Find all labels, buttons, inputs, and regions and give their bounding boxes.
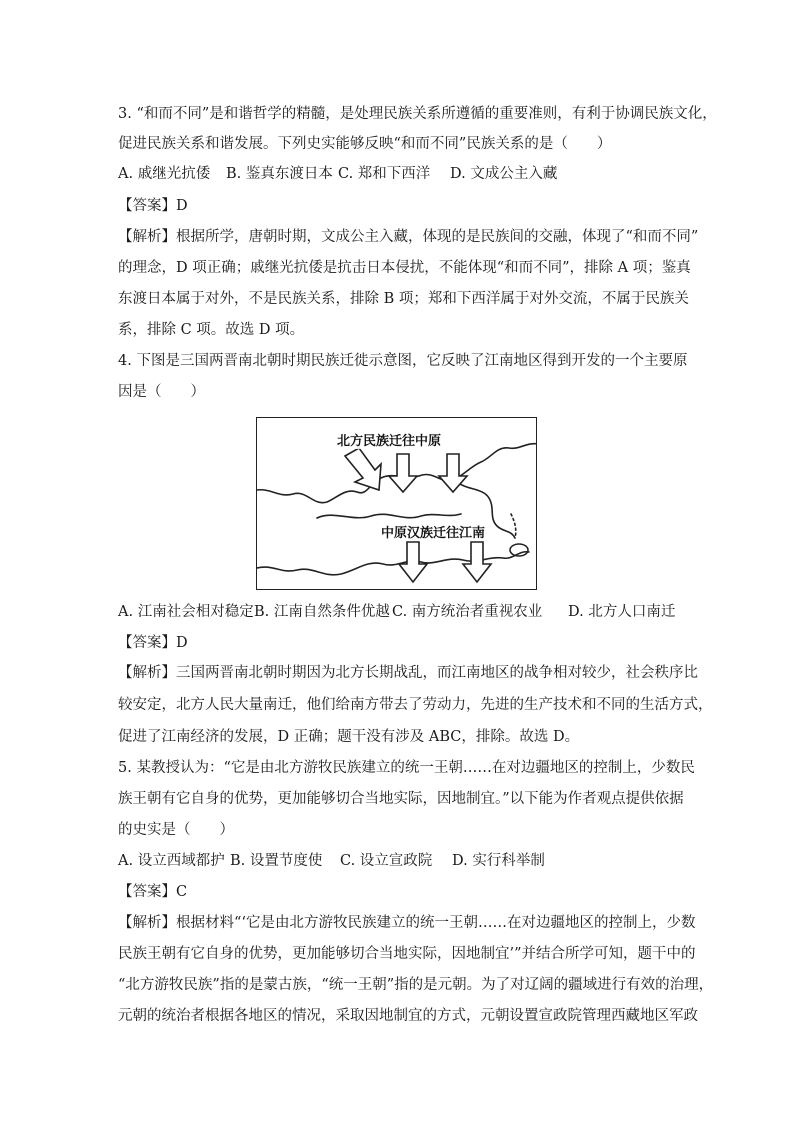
q5-stem-line-1: 5. 某教授认为：“它是由北方游牧民族建立的统一王朝……在对边疆地区的控制上，少数民 <box>118 760 695 776</box>
label-south-migration: 中原汉族迁往江南 <box>380 522 486 541</box>
q5-analysis-line-3: “北方游牧民族”指的是蒙古族，“统一王朝”指的是元朝。为了对辽阔的疆域进行有效的治理， <box>118 977 714 993</box>
q4-analysis-line-3: 促进了江南经济的发展，D 正确；题干没有涉及 ABC，排除。故选 D。 <box>118 729 580 745</box>
south-arrow-2 <box>463 542 491 582</box>
q4-stem-line-2: 因是（ ） <box>118 384 205 400</box>
q5-answer: 【答案】C <box>118 884 188 900</box>
q4-option-b: B. 江南自然条件优越 <box>254 604 390 620</box>
q3-answer: 【答案】D <box>118 198 188 214</box>
q3-option-b: B. 鉴真东渡日本 <box>226 166 333 182</box>
q4-option-d: D. 北方人口南迁 <box>568 604 676 620</box>
q5-option-a: A. 设立西域都护 <box>118 853 225 869</box>
q5-analysis-line-4: 元朝的统治者根据各地区的情况，采取因地制宜的方式，元朝设置宣政院管理西藏地区军政 <box>118 1008 698 1024</box>
north-arrow-2 <box>389 454 417 492</box>
q5-stem-line-2: 族王朝有它自身的优势，更加能够切合当地实际，因地制宜。”以下能为作者观点提供依据 <box>118 791 684 807</box>
q5-option-c: C. 设立宣政院 <box>340 853 433 869</box>
q5-analysis-line-2: 民族王朝有它自身的优势，更加能够切合当地实际，因地制宜’”并结合所学可知，题干中的 <box>118 946 696 962</box>
q4-answer: 【答案】D <box>118 635 188 651</box>
q4-analysis-line-2: 较安定，北方人民大量南迁，他们给南方带去了劳动力，先进的生产技术和不同的生活方式， <box>118 697 713 713</box>
q3-analysis-line-3: 东渡日本属于对外，不是民族关系，排除 B 项；郑和下西洋属于对外交流，不属于民族关 <box>118 291 689 307</box>
label-north-migration: 北方民族迁往中原 <box>336 430 442 449</box>
q4-option-a: A. 江南社会相对稳定 <box>118 604 254 620</box>
q3-analysis-line-1: 【解析】根据所学，唐朝时期，文成公主入藏，体现的是民族间的交融，体现了“和而不同” <box>118 229 699 245</box>
q3-stem-line-1: 3. “和而不同”是和谐哲学的精髓，是处理民族关系所遵循的重要准则，有利于协调民族文化， <box>118 106 717 122</box>
q3-stem-line-2: 促进民族关系和谐发展。下列史实能够反映“和而不同”民族关系的是（ ） <box>118 136 612 152</box>
north-arrow-3 <box>439 454 467 492</box>
q5-option-d: D. 实行科举制 <box>452 853 545 869</box>
q5-stem-line-3: 的史实是（ ） <box>118 822 234 838</box>
migration-map <box>256 417 537 590</box>
q4-options <box>118 602 678 622</box>
central-river <box>317 514 461 518</box>
q3-option-c: C. 郑和下西洋 <box>338 166 431 182</box>
q3-options <box>118 164 678 184</box>
q5-options <box>118 851 678 871</box>
q4-stem-line-1: 4. 下图是三国两晋南北朝时期民族迁徙示意图，它反映了江南地区得到开发的一个主要原 <box>118 353 688 369</box>
q5-option-b: B. 设置节度使 <box>230 853 323 869</box>
q4-analysis-line-1: 【解析】三国两晋南北朝时期因为北方长期战乱，而江南地区的战争相对较少，社会秩序比 <box>118 665 698 681</box>
q5-analysis-line-1: 【解析】根据材料“‘它是由北方游牧民族建立的统一王朝……在对边疆地区的控制上，少数 <box>118 915 696 931</box>
q3-analysis-line-4: 系，排除 C 项。故选 D 项。 <box>118 322 305 338</box>
q3-analysis-line-2: 的理念，D 项正确；戚继光抗倭是抗击日本侵扰，不能体现“和而不同”，排除 A 项；鉴真 <box>118 260 691 276</box>
q3-option-a: A. 戚继光抗倭 <box>118 166 211 182</box>
q3-option-d: D. 文成公主入藏 <box>450 166 558 182</box>
north-arrow-1 <box>345 448 381 490</box>
q4-option-c: C. 南方统治者重视农业 <box>392 604 543 620</box>
